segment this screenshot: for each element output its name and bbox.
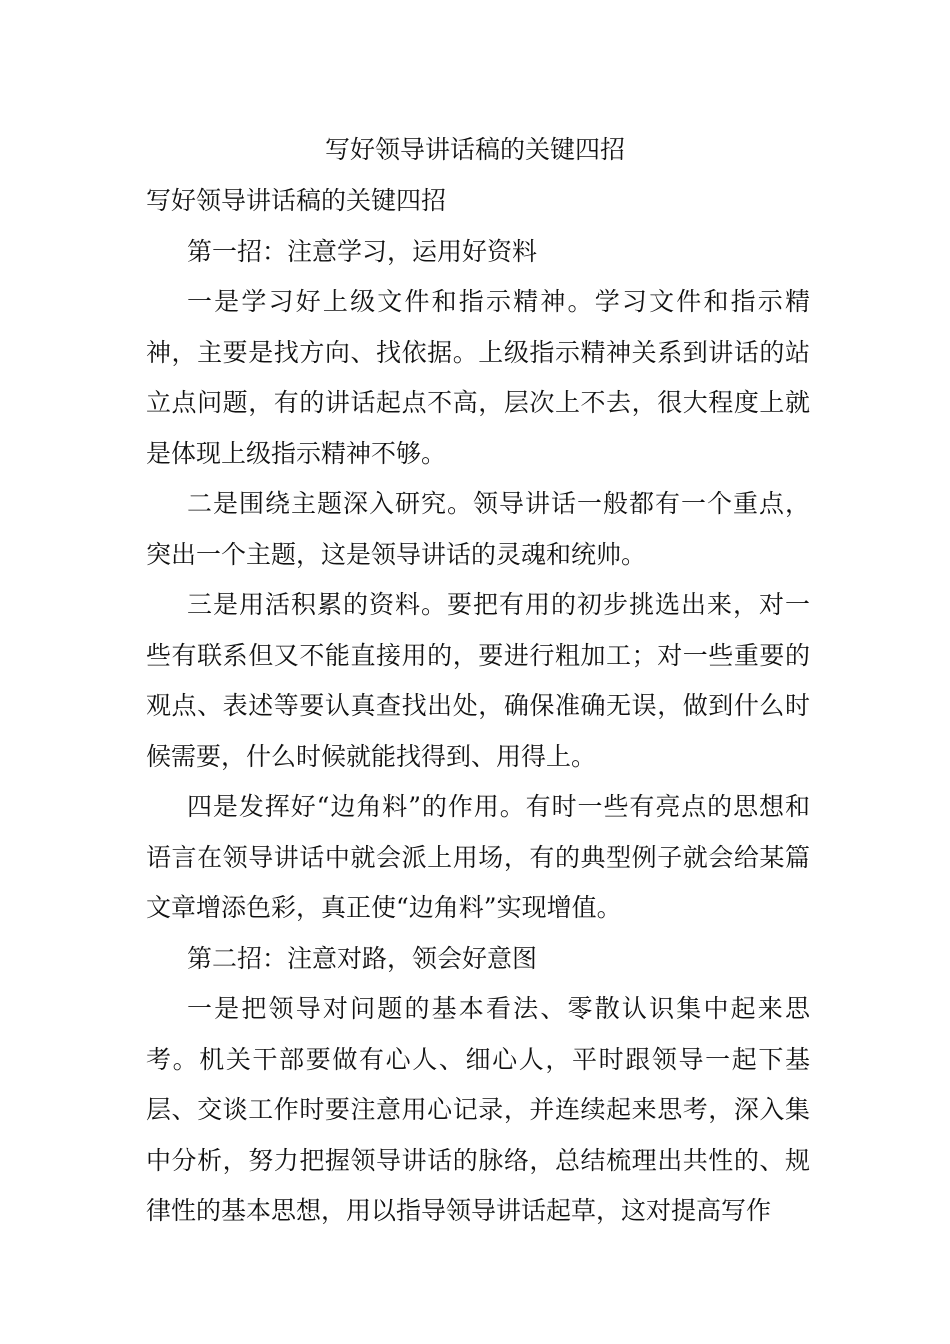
section-heading-1: 第一招：注意学习，运用好资料 <box>187 236 538 266</box>
body-paragraph-4: 四是发挥好“边角料”的作用。有时一些有亮点的思想和语言在领导讲话中就会派上用场，有的典型例子就会给某篇文章增添色彩，真正使“边角料”实现增值。 <box>146 792 810 922</box>
subtitle-paragraph: 写好领导讲话稿的关键四招 <box>146 186 447 215</box>
body-paragraph-1: 一是学习好上级文件和指示精神。学习文件和指示精神，主要是找方向、找依据。上级指示精神关系到讲话的站立点问题，有的讲话起点不高，层次上不去，很大程度上就是体现上级指示精神不够。 <box>146 287 810 468</box>
body-paragraph-5: 一是把领导对问题的基本看法、零散认识集中起来思考。机关干部要做有心人、细心人，平时跟领导一起下基层、交谈工作时要注意用心记录，并连续起来思考，深入集中分析，努力把握领导讲话的脉络，总结梳理出共性的、规律性的基本思想，用以指导领导讲话起草，这对提高写作 <box>146 994 810 1225</box>
body-paragraph-2: 二是围绕主题深入研究。领导讲话一般都有一个重点，突出一个主题，这是领导讲话的灵魂和统帅。 <box>146 489 810 569</box>
body-paragraph-3: 三是用活积累的资料。要把有用的初步挑选出来，对一些有联系但又不能直接用的，要进行粗加工；对一些重要的观点、表述等要认真查找出处，确保准确无误，做到什么时候需要，什么时候就能找得到、用得上。 <box>146 590 810 771</box>
document-title: 写好领导讲话稿的关键四招 <box>324 135 625 164</box>
document-body <box>146 176 810 1237</box>
section-heading-2: 第二招：注意对路，领会好意图 <box>187 943 538 973</box>
